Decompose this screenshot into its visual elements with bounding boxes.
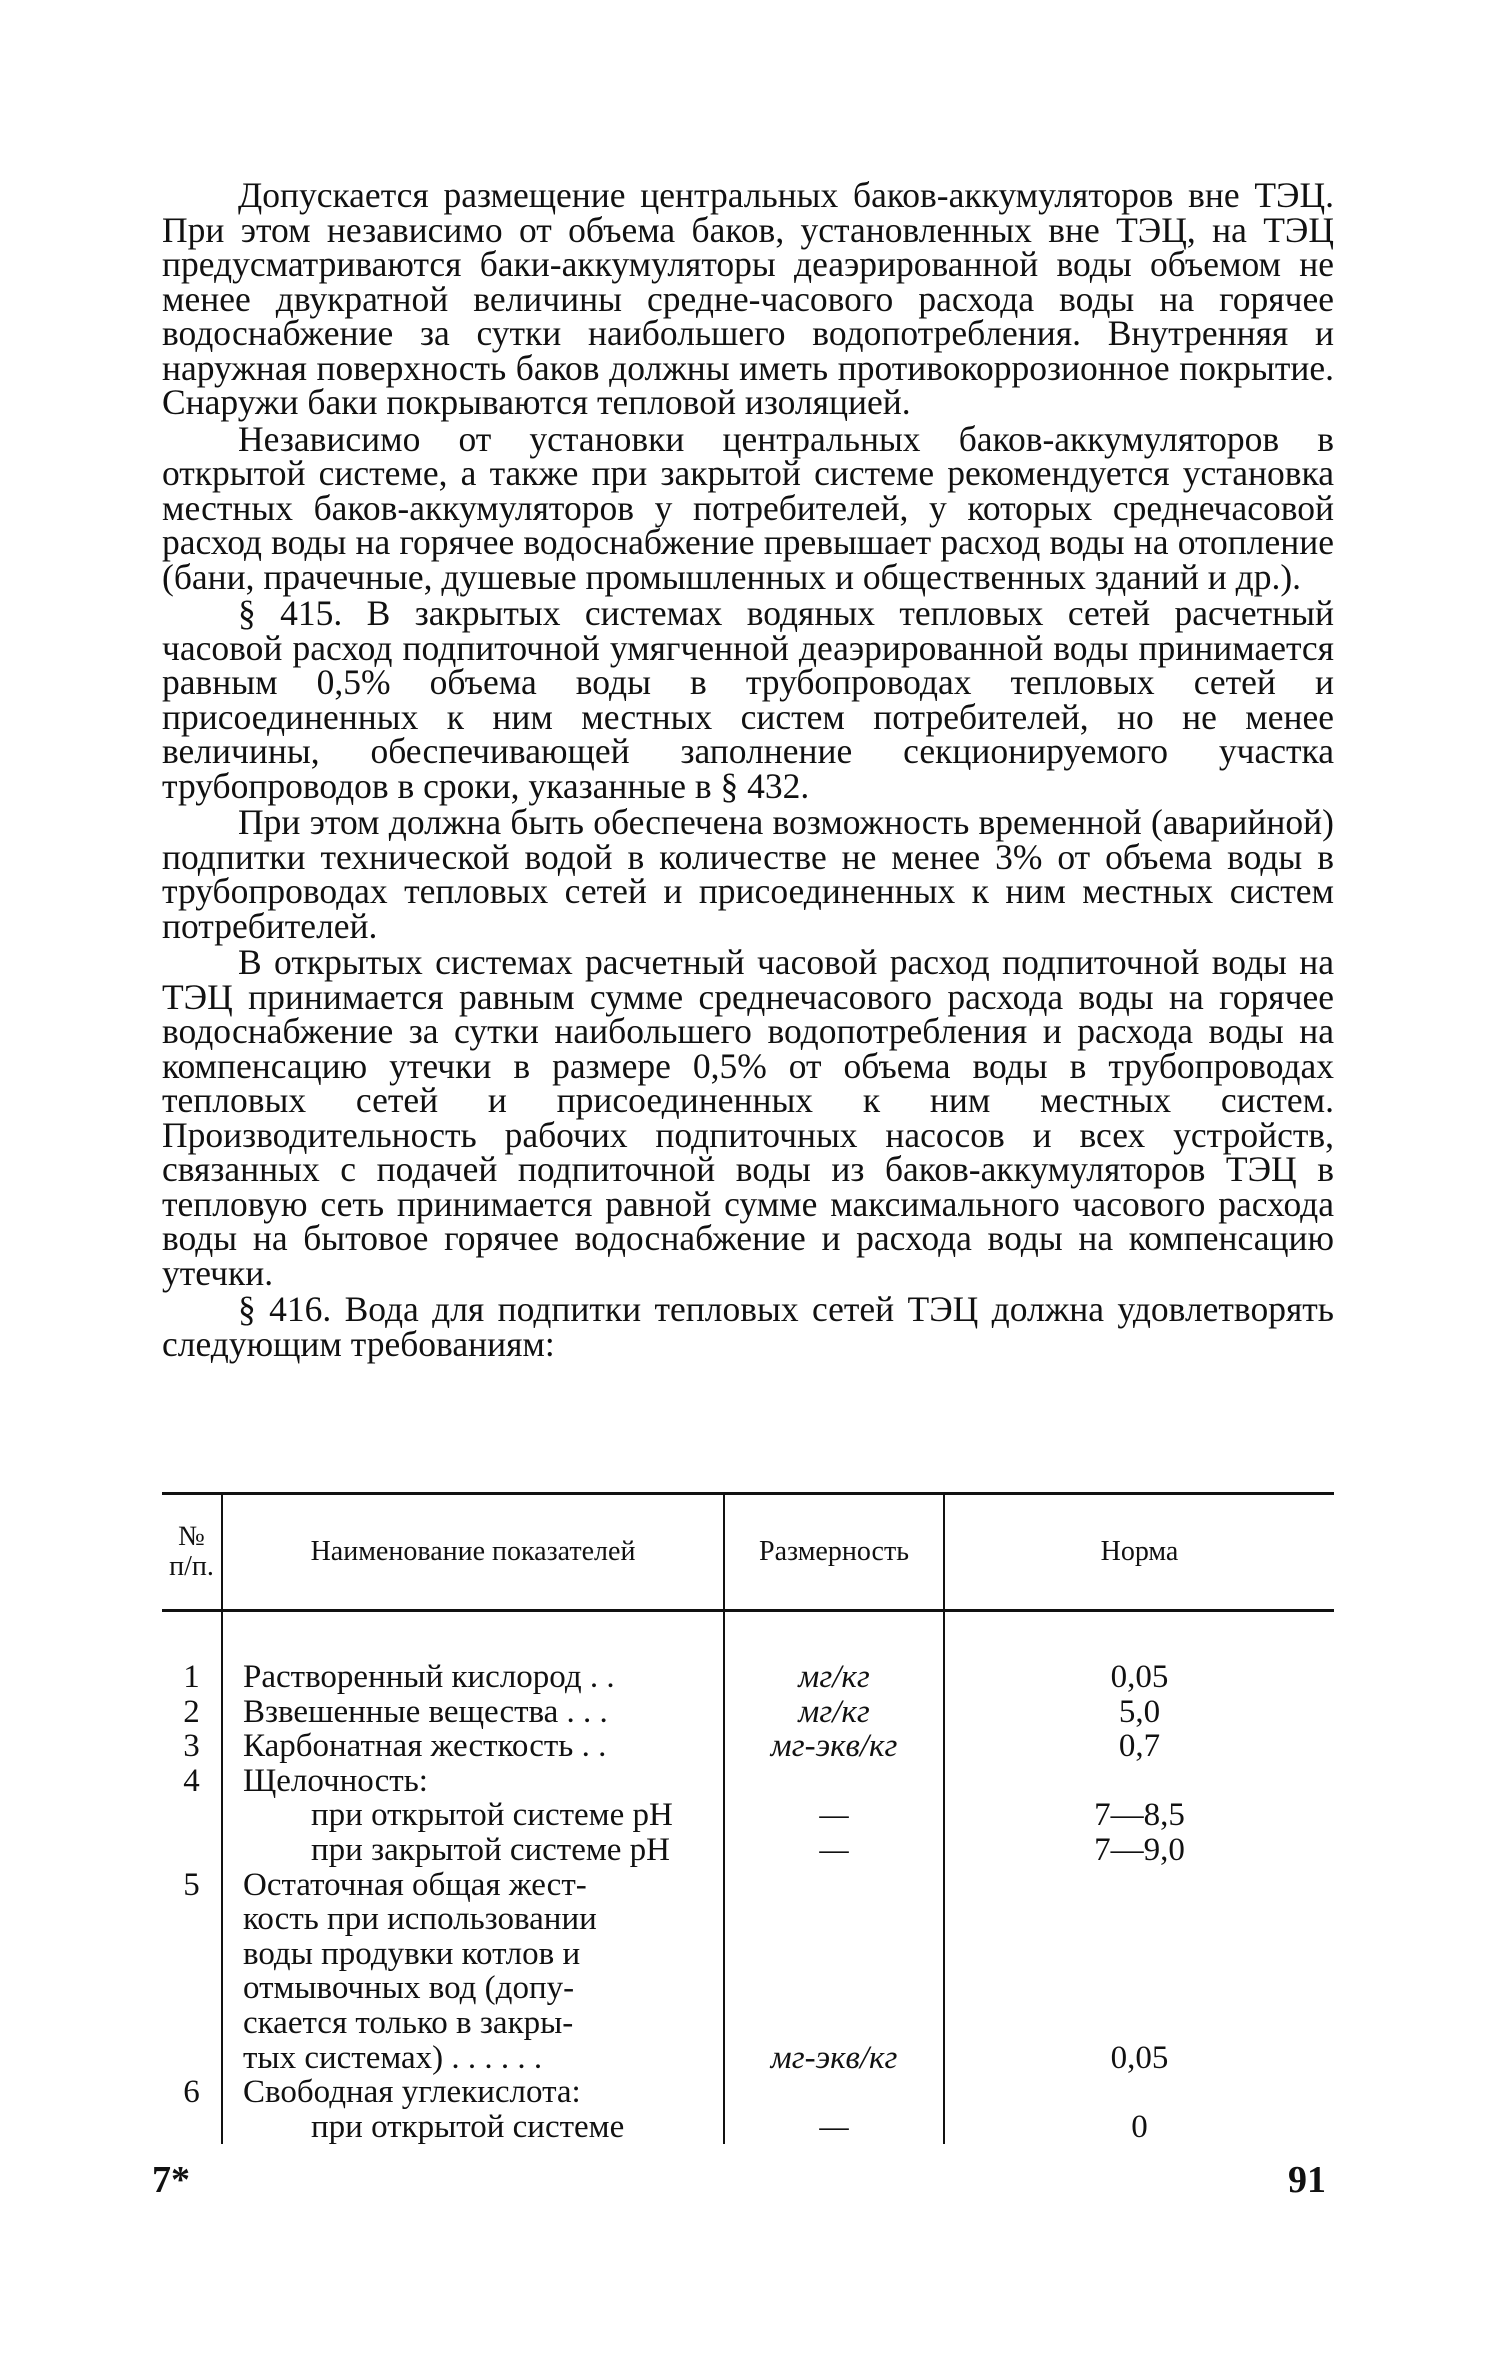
table-header-row xyxy=(162,1494,1334,1611)
norm-value xyxy=(945,1937,1334,1972)
row-number: 5 xyxy=(183,1867,200,1903)
paragraph: Независимо от установки центральных баков-аккумуляторов в открытой системе, а также при закрытой системе рекомендуется установка местных баков-аккумуляторов у потребителей, у которых среднечасовой расход воды на горячее водоснабжение превышает расход воды на отопление (бани, прачечные, душевые промышленных и общественных зданий и др.). xyxy=(162,418,1334,597)
paragraph: § 415. В закрытых системах водяных тепловых сетей расчетный часовой расход подпиточной умягченной деаэрированной воды принимается равным 0,5% объема воды в трубопроводах тепловых сетей и присоединенных к ним местных систем потребителей, но не менее величины, обеспечивающей заполнение секционируемого участка трубопроводов в сроки, указанные в § 432. xyxy=(162,593,1334,806)
unit-value: — xyxy=(819,1798,849,1833)
indicator-name: Щелочность: xyxy=(243,1763,428,1799)
row-number xyxy=(162,1971,221,2006)
unit-value xyxy=(725,1764,943,1799)
unit-value: мг-экв/кг xyxy=(770,1729,898,1764)
paragraph: § 416. Вода для подпитки тепловых сетей ТЭЦ должна удовлетворять следующим требованиям: xyxy=(162,1289,1334,1364)
indicator-name: скается только в закры- xyxy=(243,2005,574,2041)
norm-value xyxy=(945,2075,1334,2110)
unit-value xyxy=(725,2006,943,2041)
norm-value: 7—8,5 xyxy=(1094,1798,1185,1833)
indicator-name: Взвешенные вещества . . . xyxy=(243,1694,608,1730)
unit-value: мг-экв/кг xyxy=(770,2040,898,2076)
row-number xyxy=(162,1902,221,1937)
paragraph: Допускается размещение центральных баков-аккумуляторов вне ТЭЦ. При этом независимо от объема баков, установленных вне ТЭЦ, на ТЭЦ предусматриваются баки-аккумуляторы деаэрированной воды объемом не менее двукратной величины средне-часового расхода воды на горячее водоснабжение за сутки наибольшего водопотребления. Внутренняя и наружная поверхность баков должны иметь противокоррозионное покрытие. Снаружи баки покрываются тепловой изоляцией. xyxy=(162,175,1334,422)
row-number: 1 xyxy=(183,1660,200,1695)
indicator-name: тых системах) . . . . . . xyxy=(243,2040,543,2076)
unit-value xyxy=(725,1971,943,2006)
header-norm: Норма xyxy=(944,1494,1334,1611)
norm-value: 0,05 xyxy=(1110,2040,1169,2076)
row-number: 4 xyxy=(183,1763,200,1799)
norm-value: 7—9,0 xyxy=(1094,1832,1185,1868)
unit-value xyxy=(725,1937,943,1972)
indicator-name: воды продувки котлов и xyxy=(243,1936,581,1972)
norm-value xyxy=(945,1764,1334,1799)
row-number: 6 xyxy=(183,2075,200,2110)
row-number xyxy=(162,2006,221,2041)
header-unit: Размерность xyxy=(724,1494,944,1611)
name-column xyxy=(222,1611,724,2145)
indicator-name: отмывочных вод (допу- xyxy=(243,1971,575,2006)
unit-value xyxy=(725,2075,943,2110)
row-number: 2 xyxy=(183,1694,200,1730)
norm-value xyxy=(945,2006,1334,2041)
norm-value xyxy=(945,1868,1334,1903)
row-number xyxy=(162,1937,221,1972)
number-column xyxy=(162,1611,222,2145)
indicator-name: Карбонатная жесткость . . xyxy=(243,1729,607,1764)
norm-column xyxy=(944,1611,1334,2145)
header-number xyxy=(162,1494,222,1611)
unit-value: мг/кг xyxy=(798,1660,870,1695)
row-number: 3 xyxy=(183,1729,200,1764)
indicator-name: Растворенный кислород . . xyxy=(243,1660,615,1695)
norm-value: 0 xyxy=(1131,2109,1148,2145)
indicator-name: кость при использовании xyxy=(243,1902,597,1937)
norm-value: 5,0 xyxy=(1118,1694,1161,1730)
paragraph: В открытых системах расчетный часовой расход подпиточной воды на ТЭЦ принимается равным сумме среднечасового расхода воды на горячее водоснабжение за сутки наибольшего водопотребления и расхода воды на компенсацию утечки в размере 0,5% от объема воды в трубопроводах тепловых сетей и присоединенных к ним местных систем. Производительность рабочих подпиточных насосов и всех устройств, связанных с подачей подпиточной воды из баков-аккумуляторов ТЭЦ в тепловую сеть принимается равной сумме максимального часового расхода воды на бытовое горячее водоснабжение и расхода воды на компенсацию утечки. xyxy=(162,942,1334,1293)
unit-value xyxy=(725,1868,943,1903)
indicator-subname: при закрытой системе pH xyxy=(311,1832,670,1868)
indicator-subname: при открытой системе xyxy=(311,2109,625,2145)
header-number-line1: № xyxy=(178,1522,205,1552)
table-row xyxy=(162,1611,1334,2145)
unit-value: мг/кг xyxy=(798,1694,870,1730)
unit-column xyxy=(724,1611,944,2145)
unit-value xyxy=(725,1902,943,1937)
unit-value: — xyxy=(819,2109,849,2145)
norm-value: 0,7 xyxy=(1118,1729,1161,1764)
water-quality-table xyxy=(162,1492,1334,2144)
signature-mark: 7* xyxy=(152,2159,190,2201)
paragraph: При этом должна быть обеспечена возможность временной (аварийной) подпитки технической водой в количестве не менее 3% от объема воды в трубопроводах тепловых сетей и присоединенных к ним местных систем потребителей. xyxy=(162,802,1334,946)
unit-value: — xyxy=(819,1832,849,1868)
row-number xyxy=(162,1798,221,1833)
document-body xyxy=(162,175,1334,1364)
header-name: Наименование показателей xyxy=(222,1494,724,1611)
norm-value: 0,05 xyxy=(1110,1660,1169,1695)
indicator-subname: при открытой системе pH xyxy=(311,1798,673,1833)
header-number-line2: п/п. xyxy=(169,1552,214,1582)
norm-value xyxy=(945,1902,1334,1937)
row-number xyxy=(162,2041,221,2076)
indicator-name: Остаточная общая жест- xyxy=(243,1867,587,1903)
page-number: 91 xyxy=(1288,2159,1326,2201)
row-number xyxy=(162,2110,221,2145)
row-number xyxy=(162,1833,221,1868)
norm-value xyxy=(945,1971,1334,2006)
indicator-name: Свободная углекислота: xyxy=(243,2075,581,2110)
